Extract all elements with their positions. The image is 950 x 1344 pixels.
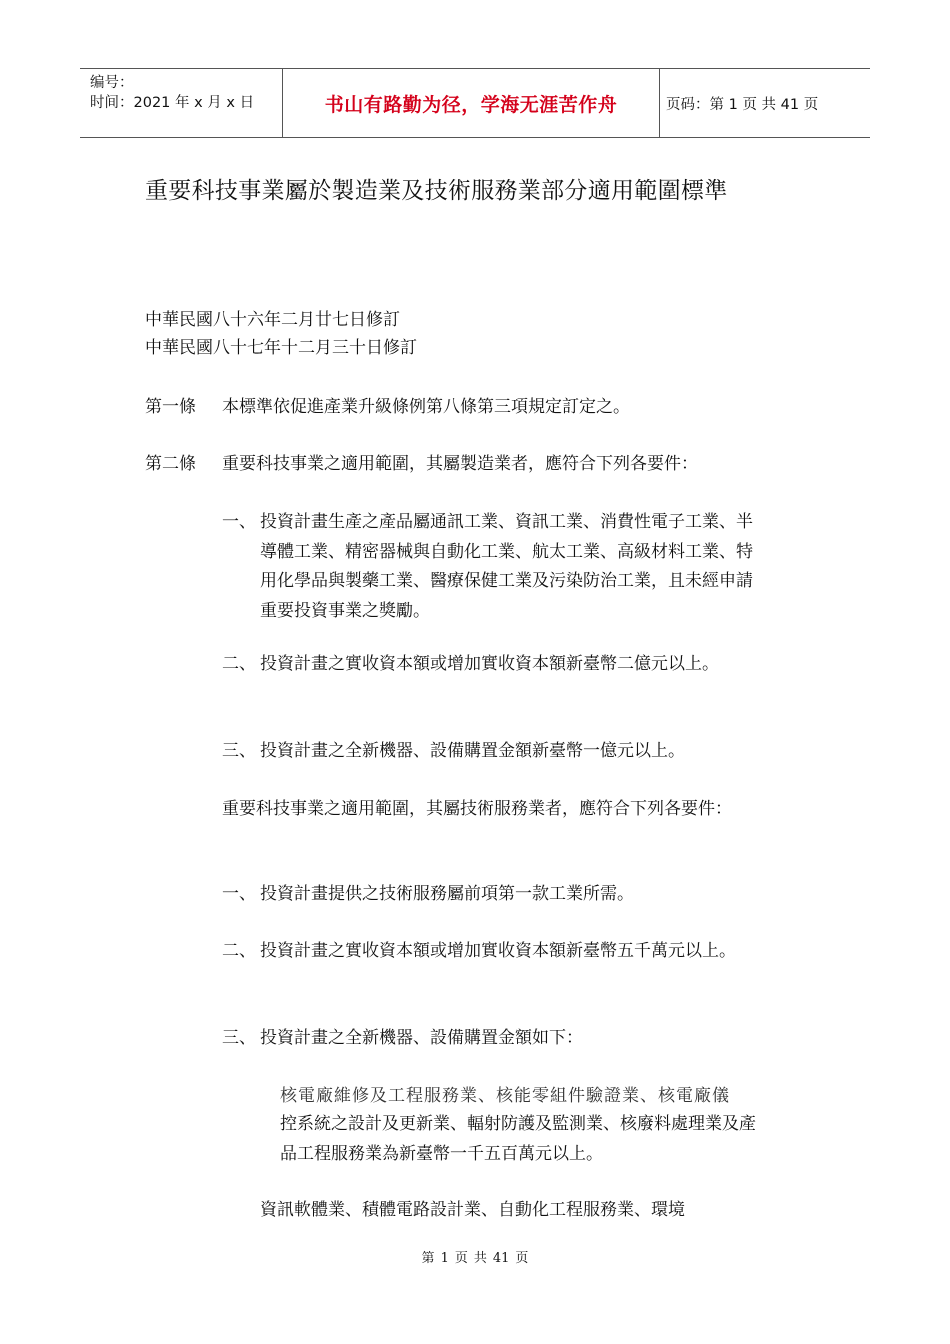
article-1-label: 第一條 [145,397,196,417]
footer-page-number: 1 [440,1251,449,1266]
list-item-text: 投資計畫之全新機器、設備購置金額如下： [260,1028,583,1048]
list-item-text: 投資計畫提供之技術服務屬前項第一款工業所需。 [260,884,634,904]
header-motto-cell [282,69,660,137]
footer-total-number: 41 [492,1251,510,1266]
article-2-label: 第二條 [145,454,196,474]
list-item-number: 二、 [222,654,256,674]
footer-total-unit: 页 [515,1251,529,1266]
list-item-number: 一、 [222,884,256,904]
revision-date: 中華民國八十六年二月廿七日修訂 [145,310,400,330]
motto: 书山有路勤为径，学海无涯苦作舟 [324,93,618,116]
footer-total-word: 共 [473,1251,487,1266]
page-info: 页码：第 1 页 共 41 页 [666,96,819,113]
list-item-number: 三、 [222,1028,256,1048]
document-header [80,68,870,138]
revision-date: 中華民國八十七年十二月三十日修訂 [145,338,417,358]
header-page-info [660,69,870,137]
list-item-number: 二、 [222,941,256,961]
list-item-text: 投資計畫之實收資本額或增加實收資本額新臺幣五千萬元以上。 [260,941,736,961]
document-title: 重要科技事業屬於製造業及技術服務業部分適用範圍標準 [145,178,728,204]
list-item-number: 一、 [222,512,256,532]
list-item-text: 投資計畫之全新機器、設備購置金額新臺幣一億元以上。 [260,741,685,761]
list-item-text: 投資計畫生產之產品屬通訊工業、資訊工業、消費性電子工業、半導體工業、精密器械與自動化工業、航太工業、高級材料工業、特用化學品與製藥工業、醫療保健工業及污染防治工業，且未經申請重要投資事業之獎勵。 [260,512,753,621]
list-item-text: 投資計畫之實收資本額或增加實收資本額新臺幣二億元以上。 [260,654,719,674]
page-footer [0,1247,950,1266]
service-intro: 重要科技事業之適用範圍，其屬技術服務業者，應符合下列各要件： [222,799,732,819]
article-1-text: 本標準依促進產業升級條例第八條第三項規定訂定之。 [222,397,630,417]
article-2-text: 重要科技事業之適用範圍，其屬製造業者，應符合下列各要件： [222,454,698,474]
software-line: 資訊軟體業、積體電路設計業、自動化工程服務業、環境 [260,1200,685,1220]
footer-page-unit: 页 [454,1251,468,1266]
time-label: 时间：2021 年 x 月 x 日 [90,95,255,111]
footer-page-word: 第 [421,1251,435,1266]
list-item-number: 三、 [222,741,256,761]
header-meta [80,69,282,137]
nuclear-text: 控系統之設計及更新業、輻射防護及監測業、核廢料處理業及產品工程服務業為新臺幣一千五百萬元以上。 [280,1114,756,1164]
number-label: 编号： [90,75,134,91]
nuclear-line-1: 核電廠維修及工程服務業、核能零組件驗證業、核電廠儀 [280,1086,730,1106]
